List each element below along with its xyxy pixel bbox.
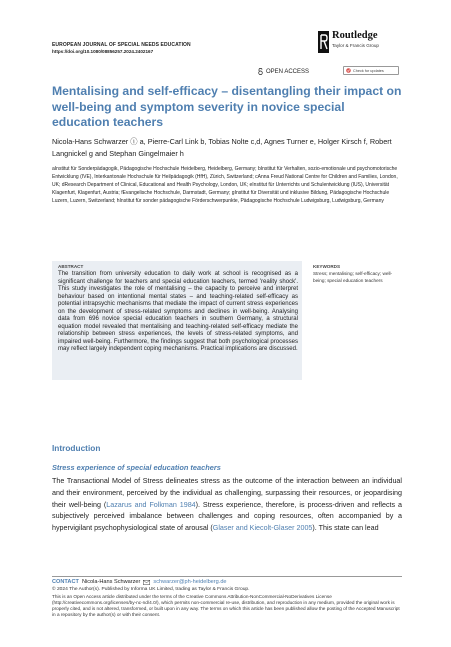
body-text-2: ). Stress experience, therefore, is process-driven and reflects a subjectively perceived imbalance between challenges and coping resources, often accompanied by a hypervigilant psychophysiological state of arousal ( [52,500,402,533]
check-for-updates-label: Check for updates [353,68,384,73]
journal-name: EUROPEAN JOURNAL OF SPECIAL NEEDS EDUCATION [52,42,191,48]
crossmark-icon [346,68,351,73]
contact-name: Nicola-Hans Schwarzer [81,579,141,585]
contact-line [52,579,227,585]
open-lock-icon [258,68,263,75]
contact-label: CONTACT [52,579,79,585]
subsection-heading: Stress experience of special education teachers [52,463,221,472]
check-for-updates-button[interactable] [343,66,399,75]
contact-email-link[interactable]: schwarzer@ph-heidelberg.de [153,579,227,585]
footer-divider [52,576,402,577]
abstract-heading: ABSTRACT [58,264,84,269]
citation-link[interactable]: Lazarus and Folkman 1984 [106,500,196,509]
doi-link[interactable]: https://doi.org/10.1080/08856257.2024.2402167 [52,49,154,54]
keywords-heading: KEYWORDS [313,264,341,269]
copyright-notice: © 2024 The Author(s). Published by Informa UK Limited, trading as Taylor & Francis Group. [52,587,250,592]
license-notice: This is an Open Access article distributed under the terms of the Creative Commons Attribution-NonCommercial-NoDerivatives License (http://creativecommons.org/licenses/by-nc-nd/4.0/), which permits non-commercial re-use, distribution, and reproduction in any medium, provided the original work is properly cited, and is not altered, transformed, or built upon in any way. The terms on which this article has been published allow the posting of the Accepted Manuscript in a repository by the author(s) or with their consent. [52,594,400,617]
publisher-logo[interactable] [318,30,398,56]
keywords-text: Stress; mentalising; self-efficacy; well-being; special education teachers [313,271,393,283]
open-access-label: OPEN ACCESS [266,68,310,75]
mail-icon [143,580,150,585]
section-heading-introduction: Introduction [52,443,101,453]
affiliations: aInstitut für Sonderpädagogik, Pädagogische Hochschule Heidelberg, Heidelberg, Germany; bInstitut für Verhalten, sozio-emotionale und psychomotorische Entwicklung (IVE), Interkantonale Hochschule für Heilpädagogik (HfH), Zürich, Switzerland; cAnna Freud National Centre for Children and Families, London, UK; dResearch Department of Clinical, Educational and Health Psychology, London, UK; eInstitut für Unterrichts und Schulentwicklung (IUS), Universität Klagenfurt, Klagenfurt, Austria; fEvangelische Hochschule, Darmstadt, Germany; gInstitut für Diversität und inklusive Bildung, Pädagogische Hochschule Luzern, Luzern, Switzerland; hInstitut für sonder pädagogische Förderschwerpunkte, Pädagogische Hochschule Ludwigsburg, Ludwigsburg, Germany [52,166,398,204]
body-text-1: The Transactional Model of Stress delineates stress as the outcome of the interaction between an individual and their environment, perceived by the individual as challenging, surpassing their resources, or jeopardising their well-being ( [52,477,402,509]
body-paragraph [52,476,402,535]
citation-link[interactable]: Glaser and Kiecolt-Glaser 2005 [212,524,313,533]
publisher-subtitle: Taylor & Francis Group [332,43,379,48]
abstract-text: The transition from university education to daily work at school is recognised as a significant challenge for teachers and special education teachers, termed 'reality shock'. This study investigates the role of mentalising – the capacity to perceive and interpret behaviour based on intentional mental states – and teaching-related self-efficacy as potential intrapsychic mechanisms that mediate the impact of current stress experiences on the development of stress-related symptoms and declines in well-being. Analysing data from 696 novice special education teachers in southern Germany, a structural equation model revealed that mentalising and teaching-related self-efficacy mediate the relationship between stress experiences, the levels of stress-related symptoms, and impaired well-being. Furthermore, the findings suggest that both psychological processes may reflect largely independent coping mechanisms. Practical implications are discussed. [58,271,298,353]
article-title: Mentalising and self-efficacy – disentangling their impact on well-being and symptom severity in novice special education teachers [52,84,402,130]
open-access-badge [258,67,309,76]
routledge-mark-icon [318,31,329,53]
author-list: Nicola-Hans Schwarzer ⓘ a, Pierre-Carl Link b, Tobias Nolte c,d, Agnes Turner e, Holger Kirsch f, Robert Langnickel g and Stephan Gingelmaier h [52,137,392,158]
body-text-3: ). This state can lead [312,524,379,533]
publisher-name: Routledge [332,30,378,41]
